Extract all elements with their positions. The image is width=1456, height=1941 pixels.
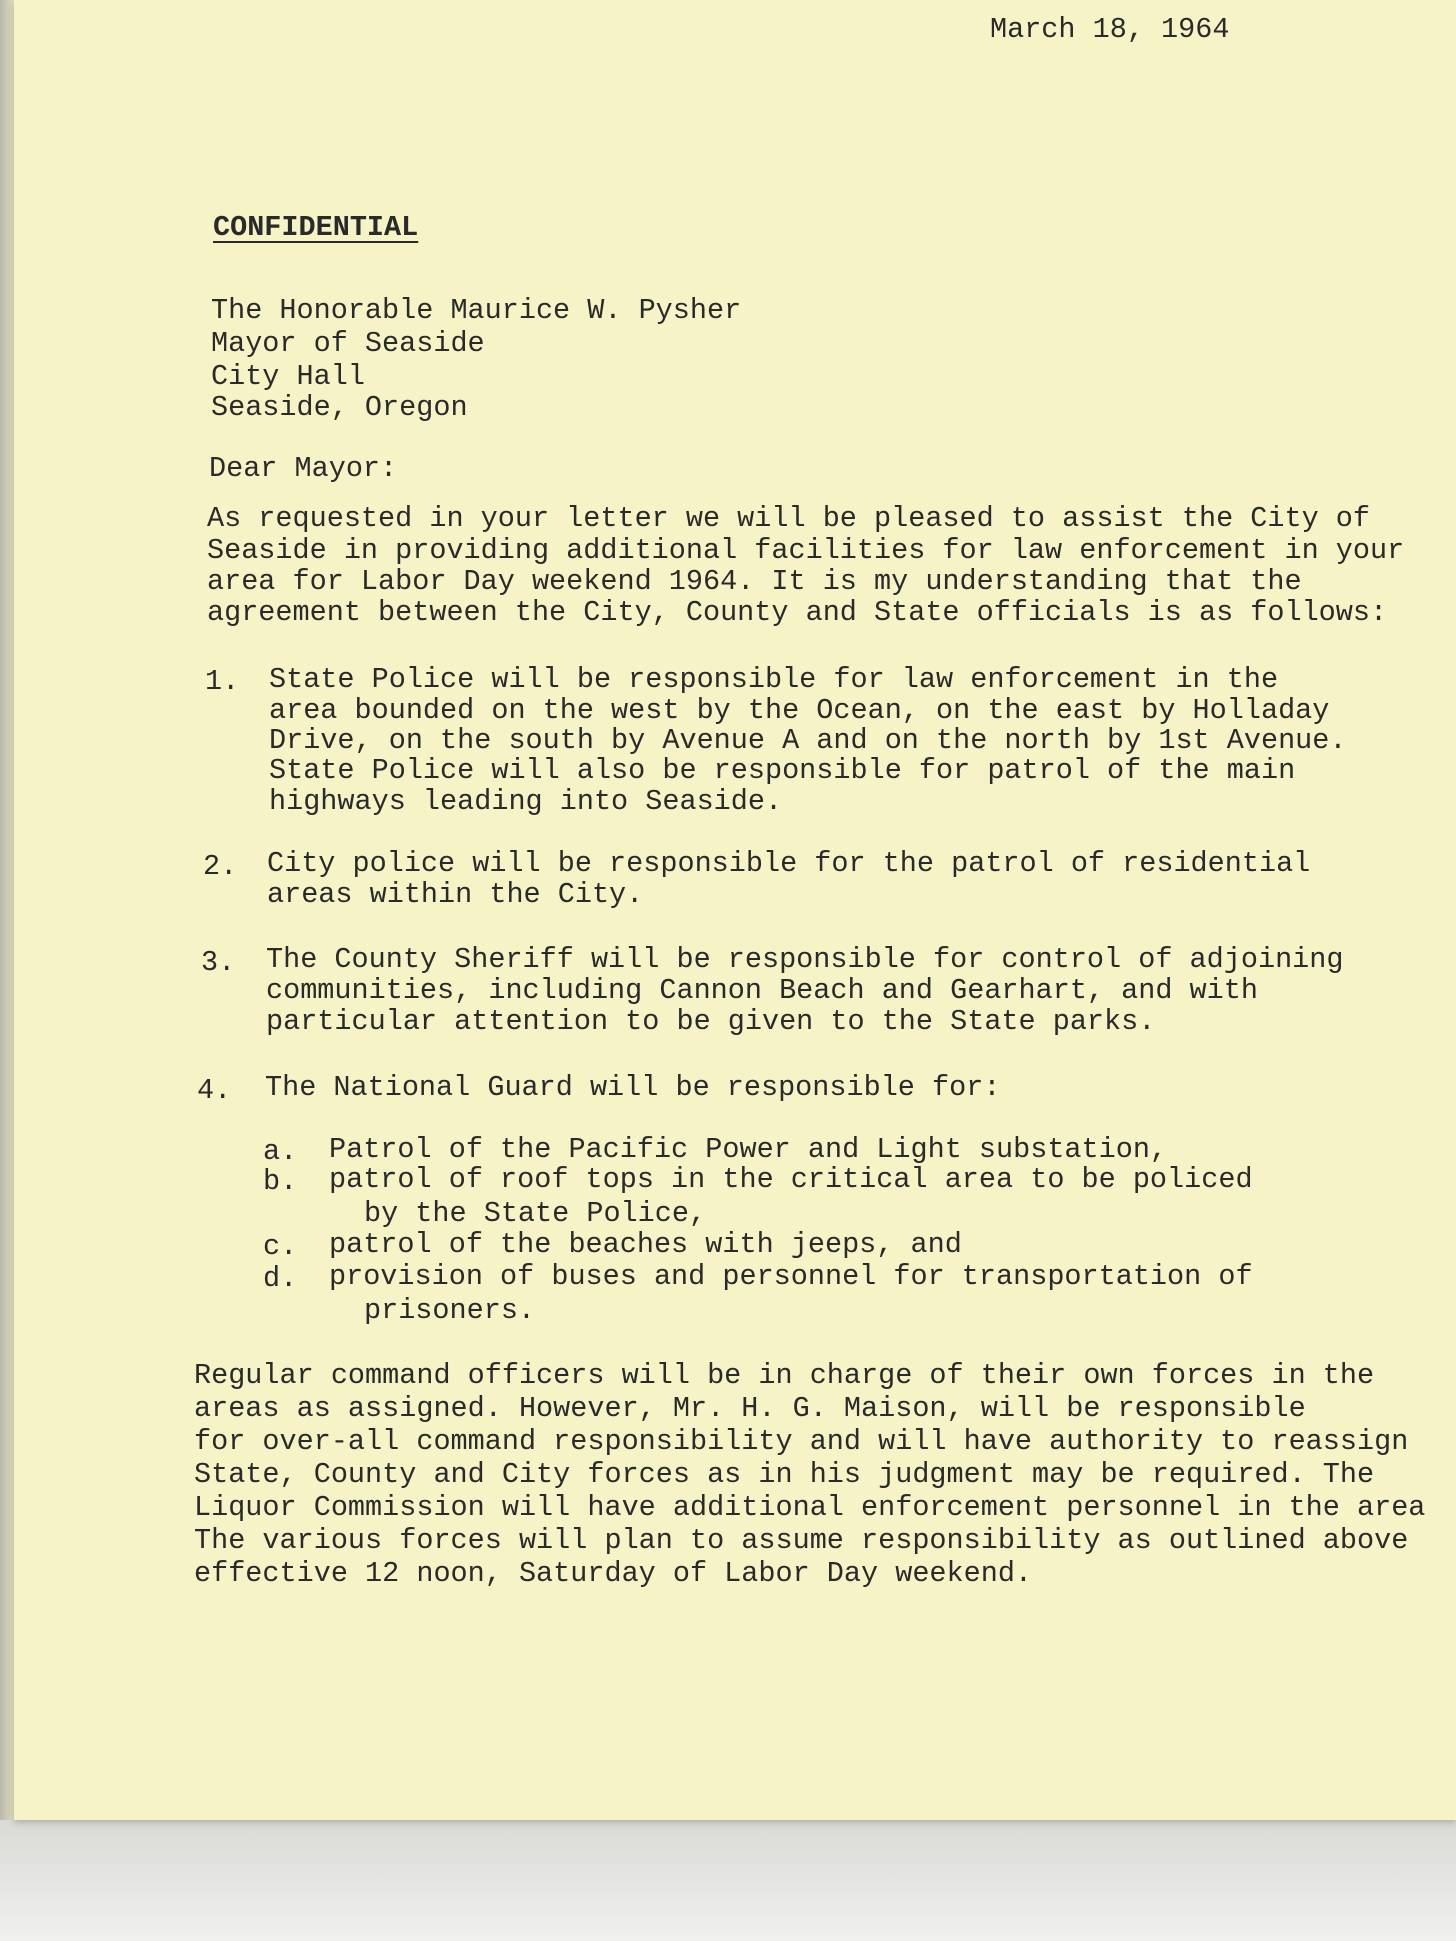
sub-item-line: provision of buses and personnel for transportation of — [329, 1260, 1253, 1293]
letter-date: March 18, 1964 — [990, 13, 1230, 46]
list-item-line: The County Sheriff will be responsible for control of adjoining — [266, 943, 1344, 976]
paragraph-line: Liquor Commission will have additional enforcement personnel in the area — [194, 1491, 1426, 1524]
paragraph-line: Seaside in providing additional facilities for law enforcement in your — [207, 534, 1405, 567]
list-item-line: State Police will also be responsible for patrol of the main — [269, 754, 1296, 787]
list-item-line: area bounded on the west by the Ocean, on the east by Holladay — [269, 694, 1330, 727]
sub-item-letter: a. — [263, 1135, 298, 1168]
paragraph-line: The various forces will plan to assume responsibility as outlined above — [194, 1524, 1409, 1557]
classification-heading: CONFIDENTIAL — [213, 211, 419, 244]
underlying-sheet — [0, 1820, 1456, 1941]
paragraph-line: area for Labor Day weekend 1964. It is my understanding that the — [207, 565, 1302, 598]
list-item-number: 1. — [205, 665, 240, 698]
list-item-line: highways leading into Seaside. — [269, 785, 783, 818]
paragraph-line: areas as assigned. However, Mr. H. G. Maison, will be responsible — [194, 1392, 1306, 1425]
list-item-line: communities, including Cannon Beach and Gearhart, and with — [266, 974, 1258, 1007]
sub-item-line: Patrol of the Pacific Power and Light substation, — [329, 1133, 1168, 1166]
list-item-line: areas within the City. — [267, 878, 644, 911]
sub-item-line: prisoners. — [364, 1294, 536, 1327]
sub-item-letter: c. — [263, 1230, 298, 1263]
paragraph-line: for over-all command responsibility and will have authority to reassign — [194, 1425, 1409, 1458]
sub-item-line: patrol of the beaches with jeeps, and — [329, 1228, 962, 1261]
salutation: Dear Mayor: — [209, 452, 398, 485]
list-item-number: 3. — [201, 946, 236, 979]
addressee-line: The Honorable Maurice W. Pysher — [211, 294, 742, 327]
sub-item-line: patrol of roof tops in the critical area to be policed — [329, 1163, 1253, 1196]
addressee-line: Seaside, Oregon — [211, 391, 468, 424]
paragraph-line: Regular command officers will be in charge of their own forces in the — [194, 1359, 1375, 1392]
paragraph-line: agreement between the City, County and State officials is as follows: — [207, 596, 1388, 629]
list-item-line: State Police will be responsible for law enforcement in the — [269, 663, 1279, 696]
addressee-line: City Hall — [211, 360, 365, 393]
sub-item-line: by the State Police, — [364, 1197, 707, 1230]
list-item-line: The National Guard will be responsible for: — [265, 1071, 1001, 1104]
list-item-line: Drive, on the south by Avenue A and on the north by 1st Avenue. — [269, 724, 1347, 757]
paragraph-line: State, County and City forces as in his judgment may be required. The — [194, 1458, 1375, 1491]
sub-item-letter: b. — [263, 1165, 298, 1198]
list-item-line: City police will be responsible for the patrol of residential — [267, 847, 1311, 880]
list-item-number: 4. — [197, 1074, 232, 1107]
list-item-line: particular attention to be given to the State parks. — [266, 1005, 1156, 1038]
paragraph-line: As requested in your letter we will be pleased to assist the City of — [207, 502, 1370, 535]
paragraph-line: effective 12 noon, Saturday of Labor Day weekend. — [194, 1557, 1033, 1590]
addressee-line: Mayor of Seaside — [211, 327, 485, 360]
sub-item-letter: d. — [263, 1262, 298, 1295]
list-item-number: 2. — [203, 850, 238, 883]
